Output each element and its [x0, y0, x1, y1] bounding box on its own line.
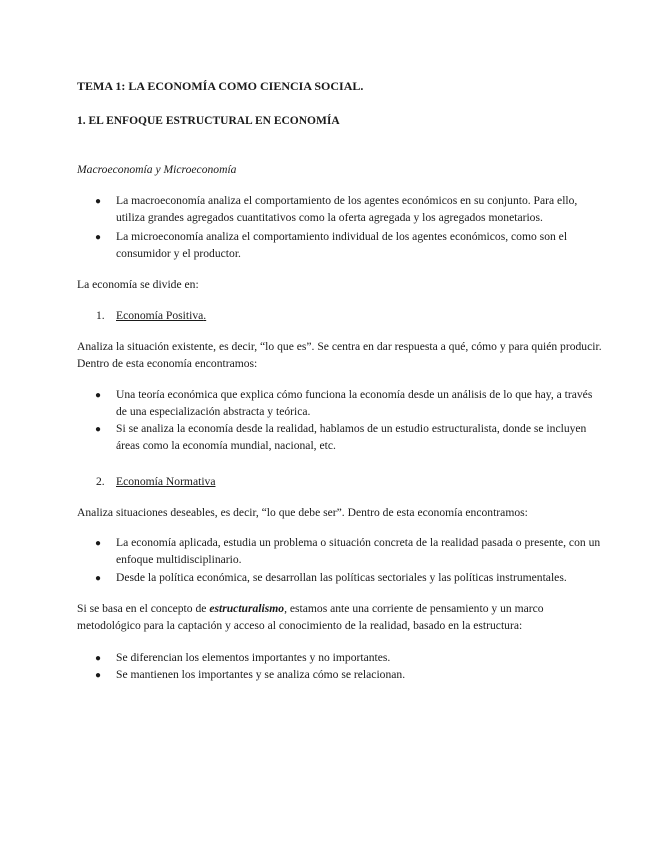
paragraph-structuralism: Si se basa en el concepto de estructuralismo, estamos ante una corriente de pensamiento y un marco	[77, 602, 544, 615]
list-item-text: áreas como la economía mundial, nacional, etc.	[116, 439, 336, 452]
list-item-text: Si se analiza la economía desde la realidad, hablamos de un estudio estructuralista, donde se incluyen	[116, 422, 587, 435]
heading-economia-normativa: Economía Normativa	[116, 475, 216, 488]
paragraph-text: metodológico para la captación y acceso al conocimiento de la realidad, basado en la estructura:	[77, 619, 523, 632]
term-estructuralismo: estructuralismo	[209, 602, 285, 615]
bullet-marker: ●	[95, 653, 102, 664]
list-item-text: Se mantienen los importantes y se analiza cómo se relacionan.	[116, 668, 406, 681]
list-number: 1.	[96, 309, 105, 322]
bullet-marker: ●	[95, 232, 102, 243]
subheading-macro-micro: Macroeconomía y Microeconomía	[77, 163, 237, 176]
heading-economia-positiva: Economía Positiva.	[116, 309, 207, 322]
list-item-text: enfoque multidisciplinario.	[116, 553, 242, 566]
paragraph-text: Analiza situaciones deseables, es decir, “lo que debe ser”. Dentro de esta economía encontramos:	[77, 506, 528, 519]
document-title: TEMA 1: LA ECONOMÍA COMO CIENCIA SOCIAL.	[77, 79, 364, 93]
paragraph-text: Analiza la situación existente, es decir, “lo que es”. Se centra en dar respuesta a qué, cómo y para quién producir.	[77, 340, 602, 353]
bullet-marker: ●	[95, 573, 102, 584]
bullet-marker: ●	[95, 424, 102, 435]
divide-intro-text: La economía se divide en:	[77, 278, 199, 291]
list-item-text: utiliza grandes agregados cuantitativos como la oferta agregada y los agregados monetarios.	[116, 211, 543, 224]
list-item-text: La economía aplicada, estudia un problema o situación concreta de la realidad pasada o presente, con un	[116, 536, 601, 549]
list-item-text: consumidor y el productor.	[116, 247, 241, 260]
list-item-text: La microeconomía analiza el comportamiento individual de los agentes económicos, como son el	[116, 230, 568, 243]
list-item-text: Desde la política económica, se desarrollan las políticas sectoriales y las políticas instrumentales.	[116, 571, 567, 584]
bullet-marker: ●	[95, 196, 102, 207]
bullet-marker: ●	[95, 670, 102, 681]
list-item-text: de una especialización abstracta y teórica.	[116, 405, 311, 418]
bullet-marker: ●	[95, 390, 102, 401]
list-item-text: Se diferencian los elementos importantes y no importantes.	[116, 651, 391, 664]
list-item-text: La macroeconomía analiza el comportamiento de los agentes económicos en su conjunto. Para ello,	[116, 194, 578, 207]
section-heading-enfoque-estructural: 1. EL ENFOQUE ESTRUCTURAL EN ECONOMÍA	[77, 115, 340, 127]
list-item-text: Una teoría económica que explica cómo funciona la economía desde un análisis de lo que hay, a través	[116, 388, 593, 401]
list-number: 2.	[96, 475, 105, 488]
bullet-marker: ●	[95, 538, 102, 549]
paragraph-text: Dentro de esta economía encontramos:	[77, 357, 258, 370]
